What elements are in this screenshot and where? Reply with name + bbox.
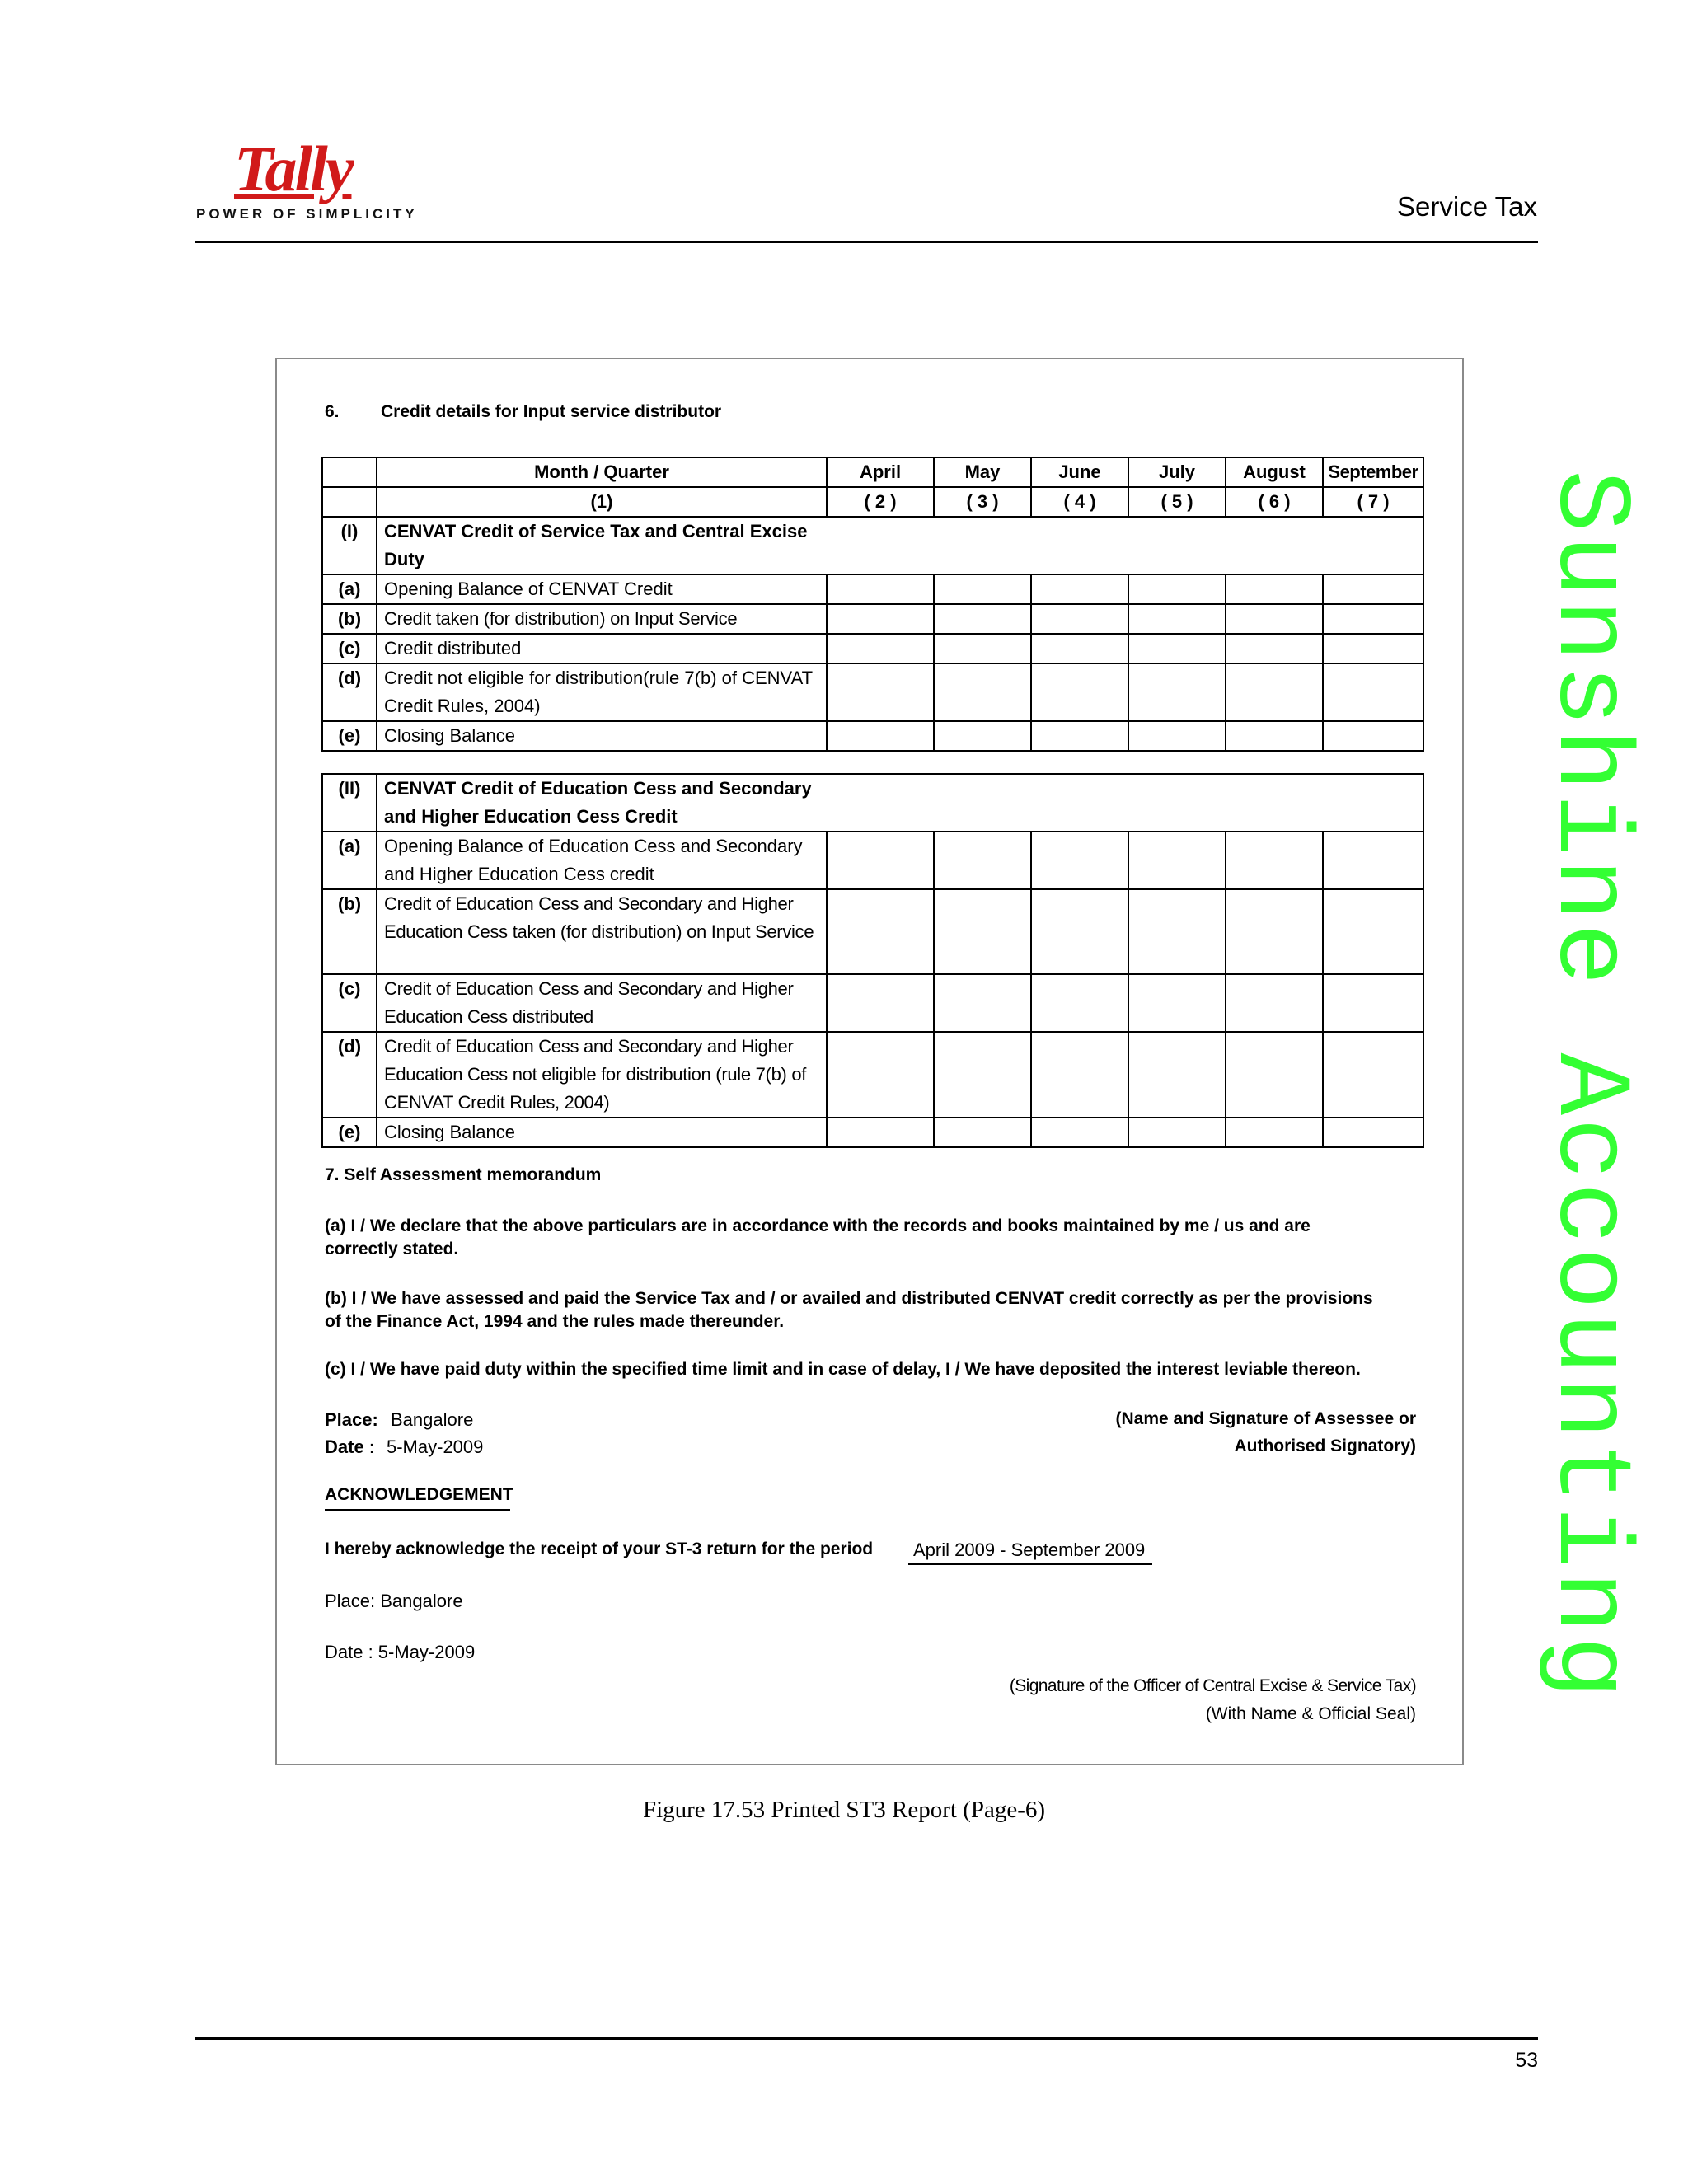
declaration-a: (a) I / We declare that the above particulars are in accordance with the records and books maintained by me / us and are correctly stated. (325, 1216, 1311, 1258)
row-label: (b) (322, 604, 377, 634)
ack-place: Place: Bangalore (325, 1591, 463, 1611)
value-cell (1323, 974, 1423, 1032)
page-number: 53 (1515, 2049, 1538, 2072)
part2-label: (II) (322, 774, 377, 832)
value-cell (1323, 634, 1423, 663)
return-period-underline (908, 1563, 1152, 1565)
section6-number: 6. (325, 402, 340, 421)
value-cell (934, 721, 1031, 751)
acknowledgement-text: I hereby acknowledge the receipt of your ST-3 return for the period (325, 1540, 874, 1558)
table-row (322, 574, 1423, 604)
value-cell (1031, 832, 1128, 889)
column-number: ( 3 ) (934, 487, 1031, 517)
value-cell (827, 889, 934, 974)
return-period: April 2009 - September 2009 (913, 1540, 1146, 1560)
value-cell (827, 832, 934, 889)
footer-divider (195, 2037, 1538, 2040)
value-cell (1323, 1118, 1423, 1147)
table-row (322, 663, 1423, 721)
value-cell (827, 1032, 934, 1118)
credit-table-part2 (321, 773, 1424, 1148)
row-label: (d) (322, 663, 377, 721)
value-cell (934, 1032, 1031, 1118)
value-cell (1128, 832, 1226, 889)
value-cell (934, 663, 1031, 721)
value-cell (1128, 634, 1226, 663)
month-quarter-header: Month / Quarter (377, 457, 827, 487)
row-description: Credit distributed (377, 634, 827, 663)
value-cell (1031, 974, 1128, 1032)
month-header: June (1031, 457, 1128, 487)
row-description: Credit of Education Cess and Secondary and Higher Education Cess taken (for distribution) on Input Service (377, 889, 827, 974)
part1-label: (I) (322, 517, 377, 574)
column-number-row (322, 487, 1423, 517)
value-cell (1323, 721, 1423, 751)
value-cell (1031, 574, 1128, 604)
part2-title-row (322, 774, 1423, 832)
credit-table-part1 (321, 457, 1424, 752)
assessee-signature-line2: Authorised Signatory) (1234, 1436, 1416, 1455)
month-header: April (827, 457, 934, 487)
report-frame (275, 358, 1464, 1765)
value-cell (1128, 721, 1226, 751)
table-row (322, 721, 1423, 751)
value-cell (827, 721, 934, 751)
value-cell (1323, 1032, 1423, 1118)
table-row (322, 974, 1423, 1032)
row-description: Credit of Education Cess and Secondary and Higher Education Cess not eligible for distribution (rule 7(b) of CENVAT Credit Rules, 2004) (377, 1032, 827, 1118)
table-header-row (322, 457, 1423, 487)
table-row (322, 1118, 1423, 1147)
place-label: Place: (325, 1409, 378, 1430)
value-cell (1031, 663, 1128, 721)
month-header: August (1226, 457, 1323, 487)
row-description: Credit of Education Cess and Secondary and Higher Education Cess distributed (377, 974, 827, 1032)
row-description: Credit not eligible for distribution(rule 7(b) of CENVAT Credit Rules, 2004) (377, 663, 827, 721)
date-value: 5-May-2009 (387, 1436, 484, 1457)
value-cell (1226, 889, 1323, 974)
header-divider (195, 241, 1538, 243)
value-cell (1323, 889, 1423, 974)
value-cell (1323, 832, 1423, 889)
row-label: (e) (322, 1118, 377, 1147)
officer-signature-line1: (Signature of the Officer of Central Excise & Service Tax) (1009, 1676, 1416, 1695)
officer-signature-line2: (With Name & Official Seal) (1205, 1704, 1416, 1723)
row-label: (a) (322, 832, 377, 889)
table-row (322, 889, 1423, 974)
date-label: Date : (325, 1436, 376, 1457)
value-cell (934, 634, 1031, 663)
row-description: Credit taken (for distribution) on Input Service (377, 604, 827, 634)
column-number: ( 6 ) (1226, 487, 1323, 517)
value-cell (1226, 663, 1323, 721)
value-cell (1031, 604, 1128, 634)
value-cell (827, 974, 934, 1032)
row-label: (c) (322, 634, 377, 663)
month-header: July (1128, 457, 1226, 487)
value-cell (1323, 604, 1423, 634)
row-description: Closing Balance (377, 721, 827, 751)
declaration-b: (b) I / We have assessed and paid the Service Tax and / or availed and distributed CENVAT credit correctly as per the provisions of the Finance Act, 1994 and the rules made thereunder. (325, 1289, 1373, 1331)
value-cell (1226, 634, 1323, 663)
row-label: (e) (322, 721, 377, 751)
acknowledgement-underline (325, 1509, 510, 1511)
value-cell (934, 574, 1031, 604)
value-cell (1128, 663, 1226, 721)
value-cell (827, 663, 934, 721)
value-cell (1031, 634, 1128, 663)
value-cell (1226, 721, 1323, 751)
table-row (322, 832, 1423, 889)
value-cell (1226, 1118, 1323, 1147)
value-cell (827, 634, 934, 663)
value-cell (1226, 574, 1323, 604)
value-cell (1128, 889, 1226, 974)
row-description: Opening Balance of CENVAT Credit (377, 574, 827, 604)
value-cell (827, 1118, 934, 1147)
column-number: (1) (377, 487, 827, 517)
value-cell (1226, 832, 1323, 889)
value-cell (1128, 604, 1226, 634)
row-description: Opening Balance of Education Cess and Secondary and Higher Education Cess credit (377, 832, 827, 889)
value-cell (1226, 974, 1323, 1032)
value-cell (1323, 574, 1423, 604)
table-row (322, 604, 1423, 634)
part2-title: CENVAT Credit of Education Cess and Secondary and Higher Education Cess Credit (384, 778, 812, 827)
value-cell (934, 832, 1031, 889)
value-cell (1226, 604, 1323, 634)
value-cell (934, 1118, 1031, 1147)
column-number: ( 4 ) (1031, 487, 1128, 517)
number-blank-cell (322, 487, 377, 517)
part1-title-row (322, 517, 1423, 574)
place-value: Bangalore (391, 1409, 474, 1430)
value-cell (1128, 574, 1226, 604)
column-number: ( 7 ) (1323, 487, 1423, 517)
column-number: ( 5 ) (1128, 487, 1226, 517)
value-cell (1031, 1032, 1128, 1118)
month-header: May (934, 457, 1031, 487)
logo-wordmark: Tally (234, 133, 352, 204)
value-cell (827, 574, 934, 604)
row-description: Closing Balance (377, 1118, 827, 1147)
watermark: Sunshine Accounting (1530, 470, 1648, 1701)
row-label: (b) (322, 889, 377, 974)
table-row (322, 634, 1423, 663)
row-label: (c) (322, 974, 377, 1032)
value-cell (934, 604, 1031, 634)
section7-title: 7. Self Assessment memorandum (325, 1165, 602, 1184)
acknowledgement-title: ACKNOWLEDGEMENT (325, 1485, 513, 1504)
declaration-c: (c) I / We have paid duty within the specified time limit and in case of delay, I / We have deposited the interest leviable thereon. (325, 1360, 1361, 1379)
value-cell (1128, 1032, 1226, 1118)
value-cell (1323, 663, 1423, 721)
value-cell (1031, 1118, 1128, 1147)
value-cell (934, 974, 1031, 1032)
row-label: (a) (322, 574, 377, 604)
ack-date: Date : 5-May-2009 (325, 1642, 476, 1662)
page-header-title: Service Tax (1397, 191, 1537, 222)
part1-title: CENVAT Credit of Service Tax and Central Excise Duty (384, 521, 808, 569)
tally-logo (195, 132, 418, 231)
section6-title: Credit details for Input service distributor (381, 402, 722, 421)
assessee-signature-line1: (Name and Signature of Assessee or (1115, 1409, 1416, 1428)
value-cell (1128, 974, 1226, 1032)
value-cell (827, 604, 934, 634)
value-cell (1031, 889, 1128, 974)
row-label: (d) (322, 1032, 377, 1118)
value-cell (934, 889, 1031, 974)
header-blank-cell (322, 457, 377, 487)
figure-caption: Figure 17.53 Printed ST3 Report (Page-6) (642, 1797, 1046, 1823)
column-number: ( 2 ) (827, 487, 934, 517)
table-row (322, 1032, 1423, 1118)
month-header: September (1323, 457, 1423, 487)
value-cell (1031, 721, 1128, 751)
value-cell (1128, 1118, 1226, 1147)
value-cell (1226, 1032, 1323, 1118)
logo-tagline: POWER OF SIMPLICITY (196, 206, 418, 222)
